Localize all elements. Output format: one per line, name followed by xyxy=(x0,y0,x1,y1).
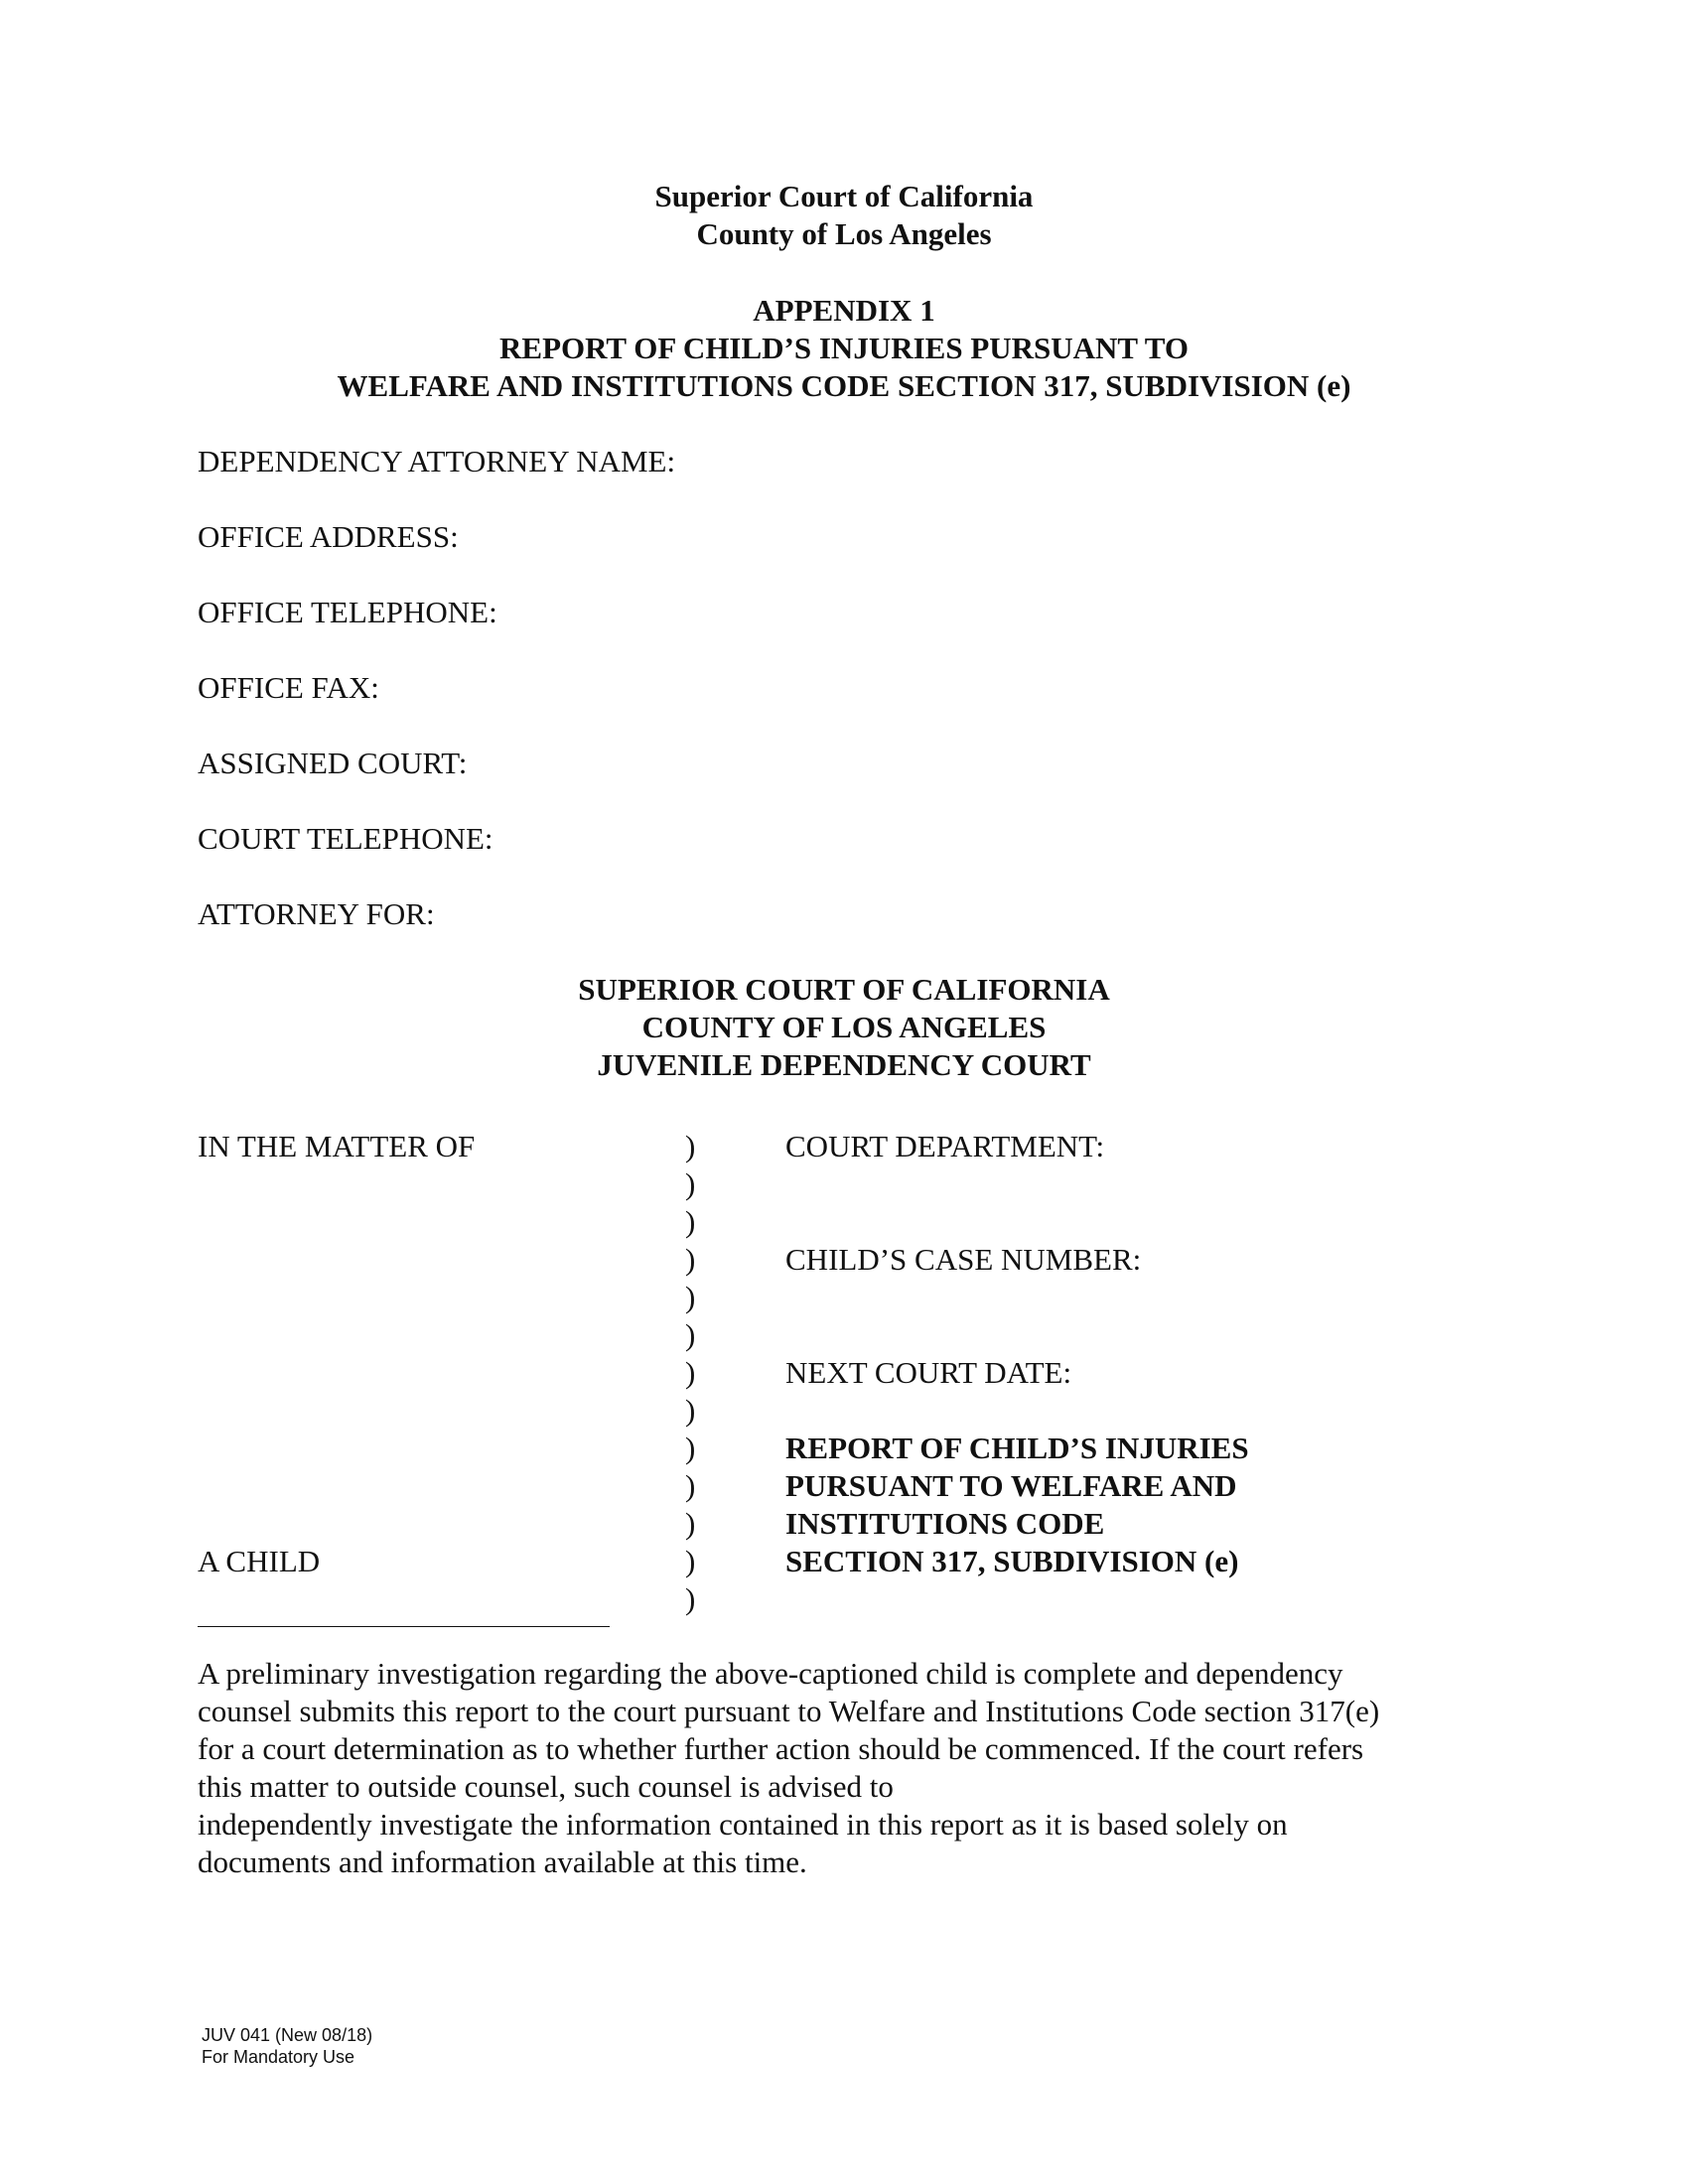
office-address-label: OFFICE ADDRESS: xyxy=(198,519,459,554)
caption-bracket: ) xyxy=(685,1166,696,1201)
caption-bracket: ) xyxy=(685,1317,696,1352)
report-title-line-1: REPORT OF CHILD’S INJURIES xyxy=(785,1431,1249,1465)
assigned-court-label: ASSIGNED COURT: xyxy=(198,746,468,780)
report-title-line-2: PURSUANT TO WELFARE AND xyxy=(785,1468,1237,1503)
appendix-title-line-2: WELFARE AND INSTITUTIONS CODE SECTION 317, SUBDIVISION (e) xyxy=(337,368,1351,403)
caption-bracket: ) xyxy=(685,1468,696,1503)
form-number: JUV 041 (New 08/18) xyxy=(202,2025,373,2045)
report-title xyxy=(785,1430,1249,1580)
caption-bracket: ) xyxy=(685,1431,696,1465)
child-name-line xyxy=(198,1626,610,1627)
body-line: independently investigate the information contained in this report as it is based solely on xyxy=(198,1807,1288,1842)
caption-bracket: ) xyxy=(685,1280,696,1314)
document-header xyxy=(0,178,1688,253)
case-number-label: CHILD’S CASE NUMBER: xyxy=(785,1242,1142,1277)
appendix-title xyxy=(0,292,1688,405)
court-heading-line-3: JUVENILE DEPENDENCY COURT xyxy=(597,1047,1091,1082)
court-heading xyxy=(0,971,1688,1084)
caption-bracket: ) xyxy=(685,1506,696,1541)
caption-bracket: ) xyxy=(685,1204,696,1239)
attorney-name-label: DEPENDENCY ATTORNEY NAME: xyxy=(198,444,676,478)
body-line: A preliminary investigation regarding the above-captioned child is complete and dependency xyxy=(198,1656,1343,1691)
court-department-label: COURT DEPARTMENT: xyxy=(785,1129,1105,1163)
caption-bracket: ) xyxy=(685,1129,696,1163)
body-paragraph xyxy=(198,1655,1498,1881)
caption-bracket: ) xyxy=(685,1581,696,1616)
court-name: Superior Court of California xyxy=(654,179,1034,213)
caption-bracket: ) xyxy=(685,1544,696,1578)
form-usage: For Mandatory Use xyxy=(202,2047,355,2067)
court-heading-line-1: SUPERIOR COURT OF CALIFORNIA xyxy=(578,972,1110,1007)
county-name: County of Los Angeles xyxy=(696,216,992,251)
caption-bracket-column xyxy=(685,1128,695,1618)
body-line: documents and information available at this time. xyxy=(198,1844,807,1879)
a-child-label: A CHILD xyxy=(198,1544,321,1578)
body-line: counsel submits this report to the court pursuant to Welfare and Institutions Code section 317(e) xyxy=(198,1694,1380,1728)
attorney-for-label: ATTORNEY FOR: xyxy=(198,896,435,931)
report-title-line-3: INSTITUTIONS CODE xyxy=(785,1506,1105,1541)
appendix-label: APPENDIX 1 xyxy=(753,293,935,328)
appendix-title-line-1: REPORT OF CHILD’S INJURIES PURSUANT TO xyxy=(499,331,1189,365)
next-court-date-label: NEXT COURT DATE: xyxy=(785,1355,1072,1390)
body-line: for a court determination as to whether further action should be commenced. If the court refers xyxy=(198,1731,1364,1766)
caption-bracket: ) xyxy=(685,1242,696,1277)
body-line: this matter to outside counsel, such counsel is advised to xyxy=(198,1769,894,1804)
court-telephone-label: COURT TELEPHONE: xyxy=(198,821,493,856)
office-telephone-label: OFFICE TELEPHONE: xyxy=(198,595,497,629)
report-title-line-4: SECTION 317, SUBDIVISION (e) xyxy=(785,1544,1239,1578)
office-fax-label: OFFICE FAX: xyxy=(198,670,379,705)
form-footer xyxy=(202,2024,372,2068)
caption-bracket: ) xyxy=(685,1355,696,1390)
court-heading-line-2: COUNTY OF LOS ANGELES xyxy=(641,1010,1047,1044)
in-the-matter-of-label: IN THE MATTER OF xyxy=(198,1129,476,1163)
caption-bracket: ) xyxy=(685,1393,696,1428)
